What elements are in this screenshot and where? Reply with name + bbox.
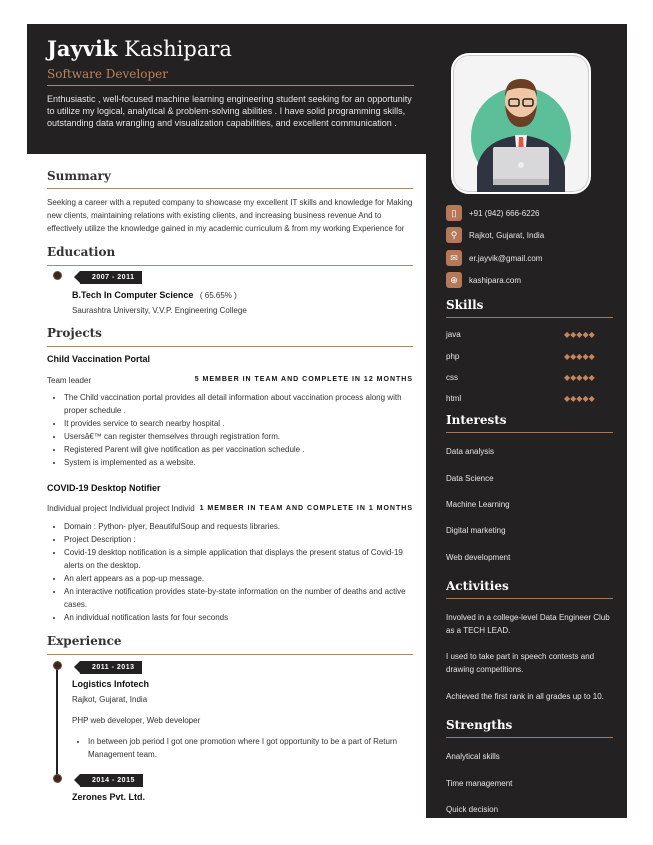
bullet: • An individual notification lasts for four seconds [64,611,424,624]
mail-icon: ✉ [446,250,462,266]
project-role: Individual project Individual project Individ [47,504,195,513]
strength-item: Quick decision [446,805,499,814]
bullet: • Usersâ€™ can register themselves through registration form. [64,430,424,443]
profile-photo [451,53,591,194]
job-title: Software Developer [47,67,168,81]
skill-rating: ◆◆◆◆◆ [564,394,595,403]
skill-rating: ◆◆◆◆◆ [564,373,595,382]
timeline-dot [53,774,62,783]
education-dates: 2007 - 2011 [80,271,142,284]
experience-dates: 2011 - 2013 [80,661,142,674]
interest-item: Data analysis [446,447,495,456]
email-link[interactable]: er.jayvik@gmail.com [469,253,543,263]
location-text: Rajkot, Gujarat, India [469,230,545,240]
bullet: • Domain : Python- plyer, BeautifulSoup and requests libraries. [64,520,424,533]
experience-bullets [72,735,428,761]
project-meta: 1 MEMBER IN TEAM AND COMPLETE IN 1 MONTHS [199,505,413,512]
skill-name: java [446,330,461,339]
phone-icon: ▯ [446,205,462,221]
strengths-divider [446,737,613,738]
skill-rating: ◆◆◆◆◆ [564,352,595,361]
company-name: Logistics Infotech [72,679,150,689]
project-meta: 5 MEMBER IN TEAM AND COMPLETE IN 12 MONTHS [194,376,413,383]
project-role: Team leader [47,376,92,385]
projects-divider [47,346,413,347]
activities-divider [446,598,613,599]
phone-text: +91 (942) 666-6226 [469,208,540,218]
activity-item: Achieved the first rank in all grades up to 10. [446,692,604,701]
project-name: Child Vaccination Portal [47,354,151,364]
education-divider [47,265,413,266]
summary-heading: Summary [47,169,111,183]
project-name: COVID-19 Desktop Notifier [47,483,161,493]
job-position: PHP web developer, Web developer [72,716,201,725]
avatar-illustration [453,55,589,192]
projects-heading: Projects [47,326,102,340]
education-school: Saurashtra University, V.V.P. Engineering College [72,306,247,315]
timeline-dot [53,271,62,280]
about-text: Enthusiastic , well-focused machine learning engineering student seeking for an opportunity to utilize my logical, analytical & problem-solving abilities . I have solid programming skills, outstanding data wrangling and visualization capabilities, and excellent communication . [47,94,412,128]
skill-name: php [446,352,460,361]
project-bullets [48,391,424,469]
contact-email[interactable] [446,250,542,266]
interest-item: Digital marketing [446,526,506,535]
skill-name: css [446,373,458,382]
bullet: • An alert appears as a pop-up message. [64,572,424,585]
website-link[interactable]: kashipara.com [469,275,522,285]
first-name: Jayvik [47,36,118,61]
interests-heading: Interests [446,413,507,427]
summary-text: Seeking a career with a reputed company to showcase my excellent IT skills and knowledge for Making new clients, maintaining relations with existing clients, and increasing business revenue And to effectively utilize the knowledge gained in my academic curriculum & from my working Experience for [47,198,413,233]
contact-location [446,227,544,243]
header-divider [47,85,414,86]
company-name: Zerones Pvt. Ltd. [72,792,146,802]
degree-score: ( 65.65% ) [199,291,237,300]
degree-name: B.Tech In Computer Science [72,290,194,300]
skills-heading: Skills [446,298,484,312]
bullet: • Covid-19 desktop notification is a simple application that displays the present status of Covid-19 alerts on the desktop. [64,546,424,572]
interest-item: Machine Learning [446,500,510,509]
contact-website[interactable] [446,272,521,288]
education-heading: Education [47,245,116,259]
bullet: • In between job period I got one promotion where I got opportunity to be a part of Return Management team. [88,735,428,761]
bullet: • An interactive notification provides state-by-state information on the number of deaths and active cases. [64,585,424,611]
company-location: Rajkot, Gujarat, India [72,695,148,704]
skills-divider [446,317,613,318]
interest-item: Data Science [446,474,494,483]
interests-divider [446,432,613,433]
bullet: • It provides service to search nearby hospital . [64,417,424,430]
summary-divider [47,188,413,189]
timeline-line [56,665,58,779]
strength-item: Analytical skills [446,752,500,761]
interest-item: Web development [446,553,511,562]
bullet: • System is implemented as a website. [64,456,424,469]
activity-item: Involved in a college-level Data Engineer Club as a TECH LEAD. [446,613,610,635]
last-name: Kashipara [124,37,232,61]
contact-phone [446,205,540,221]
experience-divider [47,654,413,655]
candidate-name [47,36,232,61]
activities-heading: Activities [446,579,509,593]
experience-heading: Experience [47,634,122,648]
strength-item: Time management [446,779,513,788]
bullet: • The Child vaccination portal provides all detail information about vaccination process along with proper schedule . [64,391,424,417]
skill-rating: ◆◆◆◆◆ [564,330,595,339]
location-icon: ⚲ [446,227,462,243]
timeline-dot [53,661,62,670]
globe-icon: ⊕ [446,272,462,288]
education-degree [72,289,237,302]
header-banner [27,24,427,154]
experience-dates: 2014 - 2015 [80,774,143,787]
bullet: • Registered Parent will give notification as per vaccination schedule . [64,443,424,456]
strengths-heading: Strengths [446,718,513,732]
activity-item: I used to take part in speech contests and drawing competitions. [446,652,595,674]
bullet: • Project Description : [64,533,424,546]
project-bullets [48,520,424,624]
skill-name: html [446,394,462,403]
sidebar [426,24,627,818]
